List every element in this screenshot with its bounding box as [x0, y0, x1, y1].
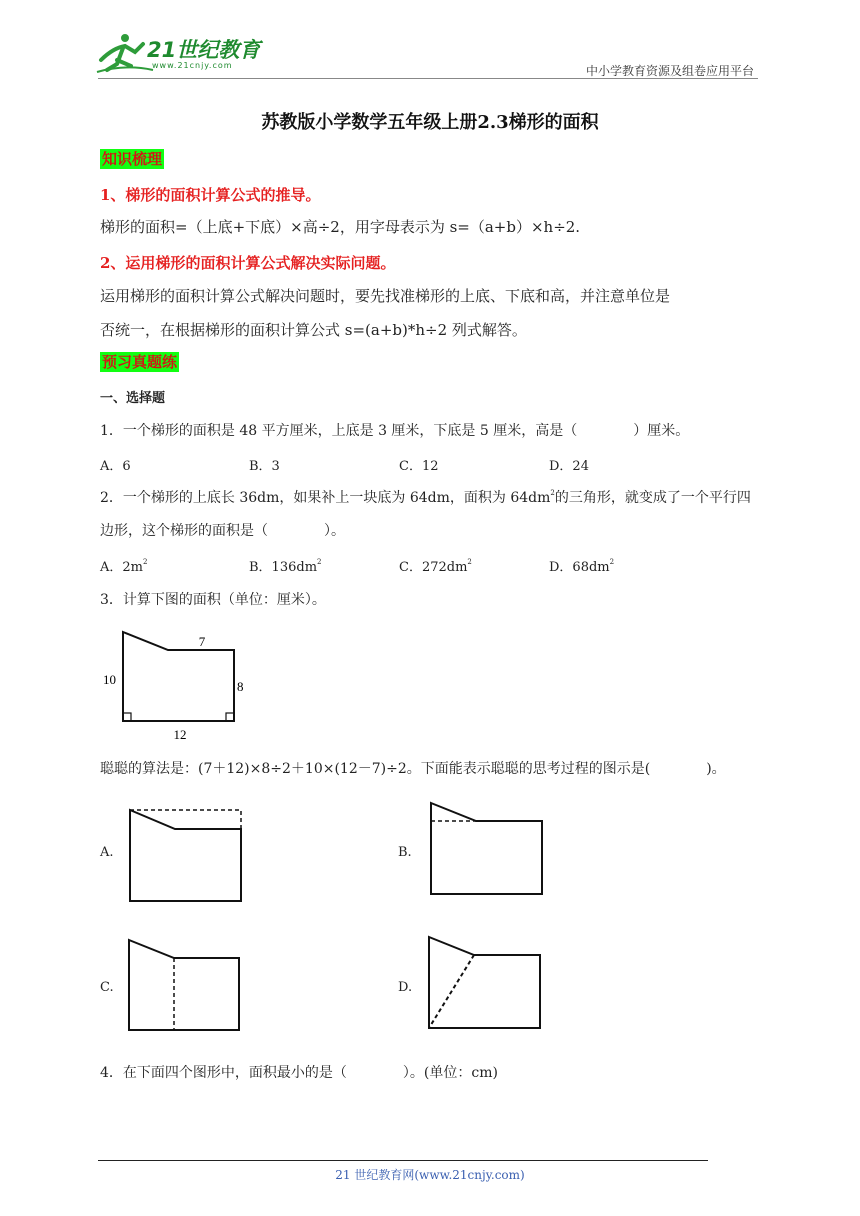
practice-tag: 预习真题练	[102, 353, 178, 371]
q3-option-d-label[interactable]: D.	[398, 980, 413, 995]
question-4-text: 4．在下面四个图形中，面积最小的是（ ）。(单位：cm)	[100, 1065, 498, 1081]
knowledge-heading-1: 1、梯形的面积计算公式的推导。	[100, 186, 321, 204]
q3-label-right: 8	[237, 679, 244, 694]
knowledge-paragraph-1: 梯形的面积=（上底+下底）×高÷2，用字母表示为 s=（a+b）×h÷2.	[100, 218, 581, 236]
header-right-text: 中小学教育资源及组卷应用平台	[585, 64, 754, 78]
q1-option-b[interactable]: B．3	[249, 459, 280, 474]
q2-option-b[interactable]: B．$136dm^2$	[249, 558, 322, 575]
q3-option-a-figure[interactable]	[125, 805, 250, 905]
q3-option-c-label[interactable]: C.	[100, 980, 114, 995]
q1-option-c[interactable]: C．12	[399, 459, 439, 474]
q3-figure	[98, 624, 258, 744]
knowledge-heading-2: 2、运用梯形的面积计算公式解决实际问题。	[100, 254, 396, 272]
q3-option-b-label[interactable]: B.	[398, 845, 412, 860]
document-title: 苏教版小学数学五年级上册2.3梯形的面积	[261, 112, 599, 133]
q3-label-top: 7	[198, 634, 206, 649]
question-2-line-2: 边形，这个梯形的面积是（ ）。	[100, 523, 345, 539]
q2-option-a[interactable]: A．$2m^2$	[100, 558, 148, 575]
knowledge-paragraph-2-line-1: 运用梯形的面积计算公式解决问题时，要先找准梯形的上底、下底和高，并注意单位是	[100, 287, 671, 305]
knowledge-tag: 知识梳理	[102, 150, 163, 168]
q3-option-c-figure[interactable]	[124, 936, 244, 1036]
question-1-text: 1．一个梯形的面积是 48 平方厘米，上底是 3 厘米，下底是 5 厘米，高是（ ）厘米。	[100, 423, 690, 439]
section-heading: 一、选择题	[100, 391, 166, 406]
q3-label-bottom: 12	[173, 727, 187, 742]
logo-text: 21世纪教育	[147, 38, 261, 62]
q2-option-c[interactable]: C．$272dm^2$	[399, 558, 472, 575]
question-3-text: 3．计算下图的面积（单位：厘米）。	[100, 592, 326, 608]
q1-option-a[interactable]: A．6	[100, 459, 131, 474]
footer-link[interactable]: 21 世纪教育网(www.21cnjy.com)	[335, 1168, 525, 1182]
q3-option-b-figure[interactable]	[426, 800, 546, 900]
knowledge-paragraph-2-line-2: 否统一，在根据梯形的面积计算公式 s=(a+b)*h÷2 列式解答。	[100, 321, 527, 339]
q3-label-left: 10	[103, 672, 116, 687]
logo-url: www.21cnjy.com	[152, 61, 233, 70]
footer-divider	[98, 1160, 708, 1161]
q3-option-a-label[interactable]: A.	[100, 845, 114, 860]
q2-option-d[interactable]: D．$68dm^2$	[549, 558, 615, 575]
q3-option-d-figure[interactable]	[424, 932, 544, 1032]
q1-option-d[interactable]: D．24	[549, 459, 589, 474]
question-2-line-1: 2．一个梯形的上底长 36dm，如果补上一块底为 64dm，面积为 $64dm^2$的三角形，就变成了一个平行四	[100, 489, 751, 506]
header-divider	[98, 78, 758, 79]
question-3-method: 聪聪的算法是：(7＋12)×8÷2＋10×(12－7)÷2。下面能表示聪聪的思考过程的图示是( )。	[100, 761, 726, 777]
